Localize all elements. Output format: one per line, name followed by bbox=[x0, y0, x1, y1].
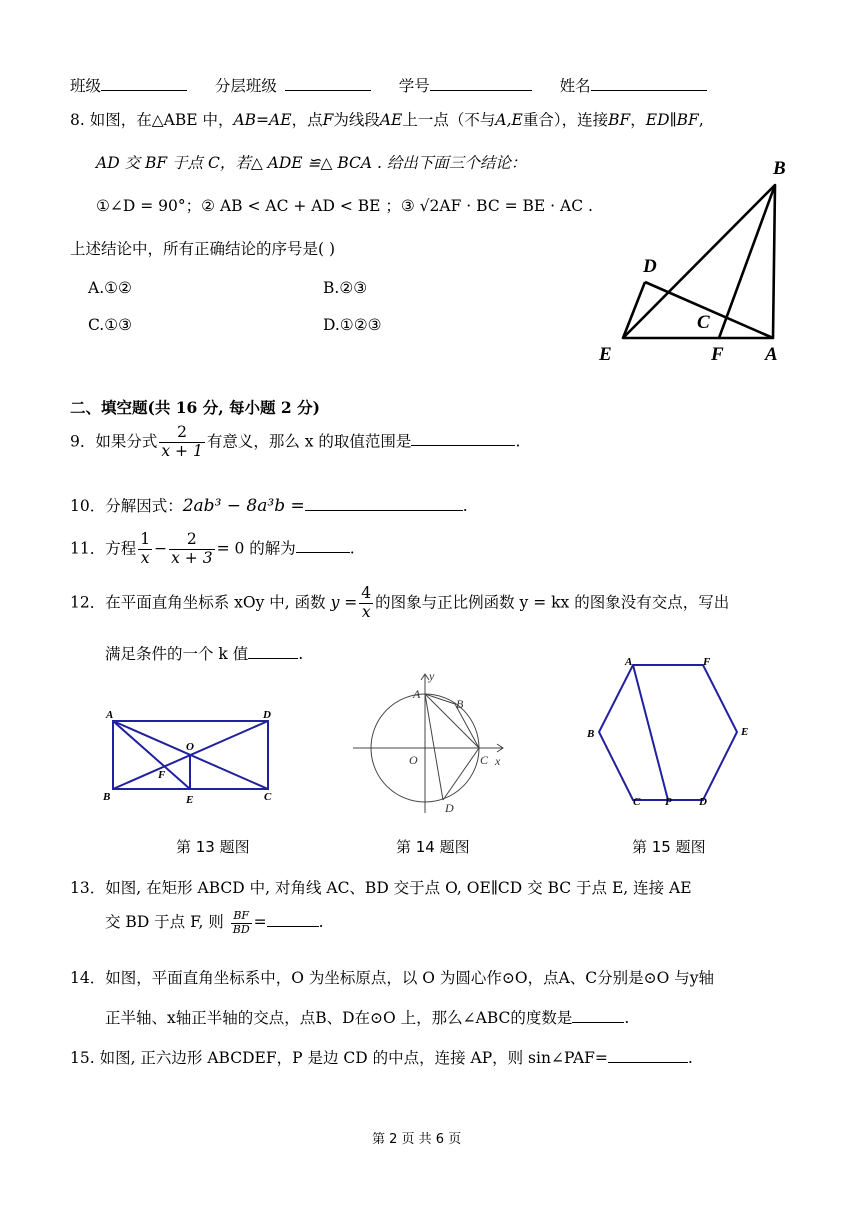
q9: 9．如果分式 $\frac{2}{x + 1}$ 有意义，那么 x 的取值范围是 . bbox=[70, 423, 521, 460]
q12-line2: 满足条件的一个 k 值 . bbox=[105, 645, 304, 663]
class-label: 班级 bbox=[70, 77, 102, 95]
fig14-caption: 第 14 题图 bbox=[396, 838, 470, 856]
q8-line2: AD 交 BF 于点 C，若△ ADE ≌△ BCA . 给出下面三个结论： bbox=[96, 154, 527, 172]
svg-text:D: D bbox=[263, 709, 271, 721]
student-id-blank[interactable] bbox=[430, 76, 532, 91]
layer-class-blank[interactable] bbox=[285, 76, 371, 91]
svg-text:D: D bbox=[699, 796, 707, 808]
q10-answer-blank[interactable] bbox=[305, 496, 463, 511]
page-footer: 第 2 页 共 6 页 bbox=[372, 1132, 462, 1147]
fig13 bbox=[100, 708, 280, 808]
svg-text:A: A bbox=[625, 656, 633, 668]
fig14-seg-dc bbox=[443, 748, 479, 800]
q8-seg-ed bbox=[623, 282, 645, 338]
q8-line4: 上述结论中，所有正确结论的序号是( ) bbox=[70, 240, 336, 258]
q8-option-a[interactable]: A.①② bbox=[88, 279, 132, 297]
svg-text:C: C bbox=[633, 796, 641, 808]
q13-line2: 交 BD 于点 F, 则 $\frac{BF}{BD}$ = . bbox=[105, 909, 324, 936]
fig13-caption: 第 13 题图 bbox=[176, 838, 250, 856]
student-id-label: 学号 bbox=[398, 77, 430, 95]
q12-line1: 12．在平面直角坐标系 xOy 中, 函数 y = $\frac{4}{x}$ 的图象与正比例函数 y = kx 的图象没有交点，写出 bbox=[70, 584, 730, 621]
svg-text:A: A bbox=[106, 709, 114, 721]
svg-text:E: E bbox=[186, 794, 194, 806]
q14-line1: 14．如图，平面直角坐标系中，O 为坐标原点，以 O 为圆心作⊙O，点A、C分别是⊙O 与y轴 bbox=[70, 969, 715, 987]
svg-text:A: A bbox=[413, 687, 421, 701]
q11: 11．方程 $\frac{1}{x}$ − $\frac{2}{x + 3}$ = 0 的解为 . bbox=[70, 530, 355, 567]
name-blank[interactable] bbox=[591, 76, 707, 91]
q12-answer-blank[interactable] bbox=[248, 644, 298, 659]
layer-class-label: 分层班级 bbox=[214, 77, 277, 95]
name-label: 姓名 bbox=[559, 77, 591, 95]
q8-line1: 8. 如图，在△ABE 中，AB=AE，点F为线段AE上一点（不与A,E重合），连接BF，ED∥BF, bbox=[70, 111, 704, 129]
fig14 bbox=[345, 668, 515, 818]
section2-title: 二、填空题(共 16 分, 每小题 2 分) bbox=[70, 398, 320, 417]
fig15-seg-ap bbox=[633, 665, 668, 800]
q11-answer-blank[interactable] bbox=[296, 538, 350, 553]
fig15 bbox=[585, 655, 760, 815]
svg-text:F: F bbox=[703, 656, 711, 668]
svg-text:E: E bbox=[741, 726, 749, 738]
svg-text:C: C bbox=[480, 753, 489, 767]
svg-text:B: B bbox=[456, 697, 464, 711]
q8-label-b: B bbox=[773, 158, 786, 179]
svg-text:B: B bbox=[103, 791, 111, 803]
q8-label-a: A bbox=[765, 344, 778, 365]
q8-line3: ①∠D = 90°；② AB < AC + AD < BE ；③ √2AF · BC = BE · AC . bbox=[96, 197, 593, 215]
q8-label-f: F bbox=[711, 344, 724, 365]
svg-text:O: O bbox=[186, 741, 194, 753]
svg-text:B: B bbox=[587, 728, 595, 740]
q13-answer-blank[interactable] bbox=[267, 912, 319, 927]
q8-label-d: D bbox=[643, 256, 657, 277]
q8-label-c: C bbox=[697, 312, 710, 333]
fig13-seg-ae bbox=[113, 721, 190, 789]
q8-option-d[interactable]: D.①②③ bbox=[323, 316, 382, 334]
q14-line2: 正半轴、x轴正半轴的交点，点B、D在⊙O 上，那么∠ABC的度数是 . bbox=[105, 1009, 630, 1027]
svg-text:O: O bbox=[409, 753, 418, 767]
svg-text:C: C bbox=[264, 791, 272, 803]
q8-label-e: E bbox=[599, 344, 612, 365]
q8-figure bbox=[595, 150, 795, 365]
svg-text:P: P bbox=[665, 796, 672, 808]
svg-text:D: D bbox=[445, 801, 454, 815]
q8-seg-bf bbox=[719, 185, 775, 338]
q9-answer-blank[interactable] bbox=[411, 431, 515, 446]
fig15-caption: 第 15 题图 bbox=[632, 838, 706, 856]
q13-line1: 13．如图, 在矩形 ABCD 中, 对角线 AC、BD 交于点 O, OE∥CD 交 BC 于点 E, 连接 AE bbox=[70, 879, 692, 897]
svg-text:y: y bbox=[429, 669, 435, 683]
header-fields bbox=[70, 74, 707, 96]
fig15-hexagon bbox=[599, 665, 737, 800]
q15: 15. 如图, 正六边形 ABCDEF，P 是边 CD 的中点，连接 AP，则 sin∠PAF= . bbox=[70, 1049, 693, 1067]
q8-option-c[interactable]: C.①③ bbox=[88, 316, 133, 334]
q10: 10．分解因式：2ab³ − 8a³b = . bbox=[70, 496, 468, 516]
class-blank[interactable] bbox=[101, 76, 187, 91]
svg-text:F: F bbox=[158, 769, 166, 781]
q14-answer-blank[interactable] bbox=[572, 1008, 624, 1023]
q15-answer-blank[interactable] bbox=[608, 1048, 688, 1063]
q8-option-b[interactable]: B.②③ bbox=[323, 279, 368, 297]
svg-text:x: x bbox=[495, 754, 501, 768]
